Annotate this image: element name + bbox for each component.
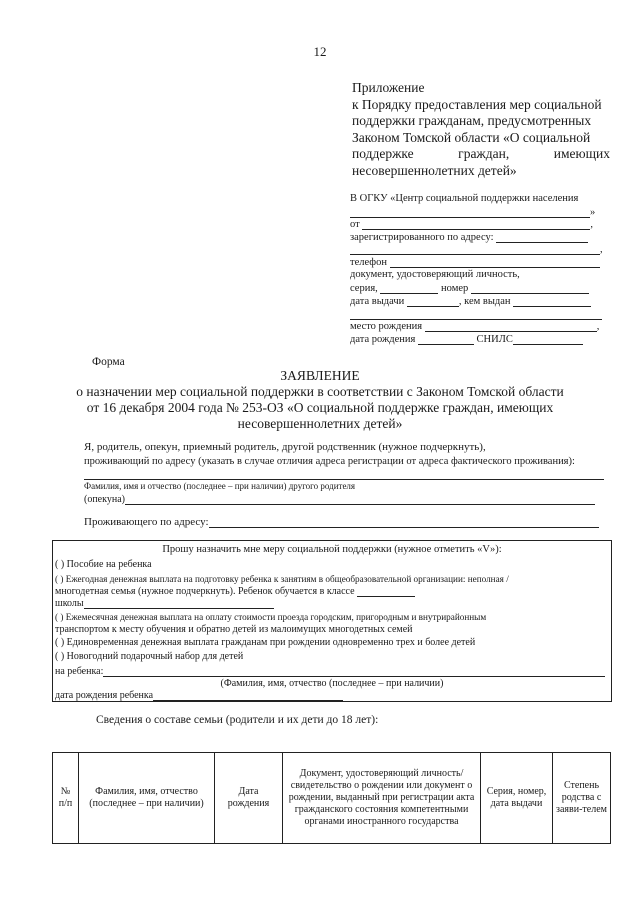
applicant-line-1: Я, родитель, опекун, приемный родитель, другой родственник (нужное подчеркнуть), (84, 441, 486, 453)
option-new-year-gift[interactable]: ( ) Новогодний подарочный набор для детей (55, 651, 244, 662)
issued-by-field-2[interactable] (350, 308, 602, 320)
from-label: от (350, 219, 360, 230)
child-birthdate-field[interactable] (153, 691, 343, 701)
option-school-prep-text: многодетная семья (нужное подчеркнуть). Ребенок обучается в классе (55, 586, 355, 597)
class-field[interactable] (357, 587, 415, 597)
header-identity-document: Документ, удостоверяющий личность/свидетельство о рождении или документ о рождении, выданный при регистрации акта гражданского состояния компетентными органами иностранного государства (283, 753, 481, 844)
guardian-label: (опекуна) (84, 494, 125, 505)
header-relationship: Степень родства с заяви-телем (553, 753, 611, 844)
header-birthdate: Дата рождения (215, 753, 283, 844)
title-line-1: о назначении мер социальной поддержки в соответствии с Законом Томской области (76, 384, 564, 399)
residing-row (84, 516, 599, 528)
issued-by-line-2 (350, 308, 602, 320)
residing-label: Проживающего по адресу: (84, 516, 209, 528)
issue-date-label: дата выдачи (350, 296, 405, 307)
registered-label: зарегистрированного по адресу: (350, 232, 494, 243)
registered-field[interactable] (496, 231, 588, 243)
page-title: ЗАЯВЛЕНИЕ (280, 368, 360, 383)
issue-row (350, 295, 591, 307)
from-field[interactable] (362, 218, 590, 230)
school-label: школы (55, 598, 84, 609)
option-triplets[interactable]: ( ) Единовременная денежная выплата гражданам при рождении одновременно трех и более детей (55, 637, 476, 648)
appendix-line-5b: граждан, (458, 146, 510, 161)
birthplace-field[interactable] (425, 320, 597, 332)
phone-row (350, 256, 600, 268)
addressee-to-field[interactable] (350, 206, 590, 218)
option-transport-line-2: транспортом к месту обучения и обратно детей из малоимущих многодетных семей (55, 624, 413, 635)
issued-by-field[interactable] (513, 295, 591, 307)
residence-field[interactable] (84, 479, 604, 480)
form-label: Форма (92, 356, 125, 368)
appendix-line-3: поддержки гражданам, предусмотренных (352, 113, 592, 128)
request-box (52, 540, 612, 702)
identity-doc-label: документ, удостоверяющий личность, (350, 269, 520, 280)
other-parent-field[interactable] (125, 493, 595, 505)
other-parent-label: Фамилия, имя и отчество (последнее – при наличии) другого родителя (84, 481, 356, 491)
phone-label: телефон (350, 257, 387, 268)
registered-row (350, 231, 588, 243)
birthdate-row (350, 333, 583, 345)
birthdate-field[interactable] (418, 333, 474, 345)
applicant-line-2: проживающий по адресу (указать в случае отличия адреса регистрации от адреса фактического проживания): (84, 456, 575, 467)
header-full-name: Фамилия, имя, отчество (последнее – при наличии) (79, 753, 215, 844)
option-school-prep[interactable]: ( ) Ежегодная денежная выплата на подготовку ребенка к занятиям в общеобразовательной организации: неполная / (55, 574, 509, 584)
appendix-line-5c: имеющих (553, 146, 610, 161)
option-transport[interactable]: ( ) Ежемесячная денежная выплата на оплату стоимости проезда городским, пригородным и внутрирайонным (55, 612, 487, 622)
birthdate-label: дата рождения (350, 334, 416, 345)
request-heading: Прошу назначить мне меру социальной поддержки (нужное отметить «V»): (162, 544, 502, 555)
series-row (350, 282, 589, 294)
issue-date-field[interactable] (407, 295, 459, 307)
option-school-prep-line-3 (55, 598, 274, 609)
header-series-number: Серия, номер, дата выдачи (481, 753, 553, 844)
addressee-to-line (350, 206, 595, 218)
registered-field-2[interactable] (350, 243, 600, 255)
appendix-line-2: к Порядку предоставления мер социальной (352, 96, 602, 112)
number-label: номер (441, 283, 469, 294)
addressee-to-end: » (590, 207, 596, 218)
appendix-line-4: Законом Томской области «О социальной (352, 129, 591, 145)
birthplace-row: место рождения , (350, 321, 600, 332)
number-field[interactable] (471, 282, 589, 294)
title-line-2: от 16 декабря 2004 года № 253-ОЗ «О социальной поддержке граждан, имеющих (86, 400, 554, 415)
registered-line-2: , (350, 243, 603, 255)
school-field[interactable] (84, 599, 274, 609)
child-birthdate-label: дата рождения ребенка (55, 690, 154, 701)
snils-field[interactable] (513, 333, 583, 345)
issued-by-label: , кем выдан (458, 296, 511, 307)
from-row: от , (350, 219, 593, 230)
fio-hint: (Фамилия, имя, отчество (последнее – при наличии) (220, 678, 444, 689)
series-label: серия, (350, 283, 378, 294)
phone-field[interactable] (390, 256, 600, 268)
appendix-line-5a: поддержке (352, 146, 414, 161)
page-number: 12 (313, 44, 327, 59)
option-child-allowance[interactable]: ( ) Пособие на ребенка (55, 559, 152, 570)
option-school-prep-line-2 (55, 586, 415, 597)
family-heading: Сведения о составе семьи (родители и их дети до 18 лет): (96, 714, 379, 726)
series-field[interactable] (380, 282, 438, 294)
table-header-row (53, 753, 611, 844)
header-number: № п/п (53, 753, 79, 844)
for-child-row (55, 666, 605, 677)
title-line-3: несовершеннолетних детей» (237, 416, 403, 431)
appendix-line-5 (352, 146, 610, 163)
birthplace-label: место рождения (350, 321, 423, 332)
child-birthdate-row (55, 690, 343, 701)
residing-field[interactable] (209, 516, 599, 528)
guardian-row (84, 493, 595, 505)
for-child-label: на ребенка: (55, 666, 104, 677)
child-name-field[interactable] (103, 667, 605, 677)
snils-label: СНИЛС (476, 334, 513, 345)
appendix-header (352, 80, 610, 179)
appendix-line-1: Приложение (352, 80, 425, 95)
addressee-to: В ОГКУ «Центр социальной поддержки населения (350, 193, 579, 204)
family-table (52, 752, 611, 844)
appendix-line-6: несовершеннолетних детей» (352, 162, 517, 178)
